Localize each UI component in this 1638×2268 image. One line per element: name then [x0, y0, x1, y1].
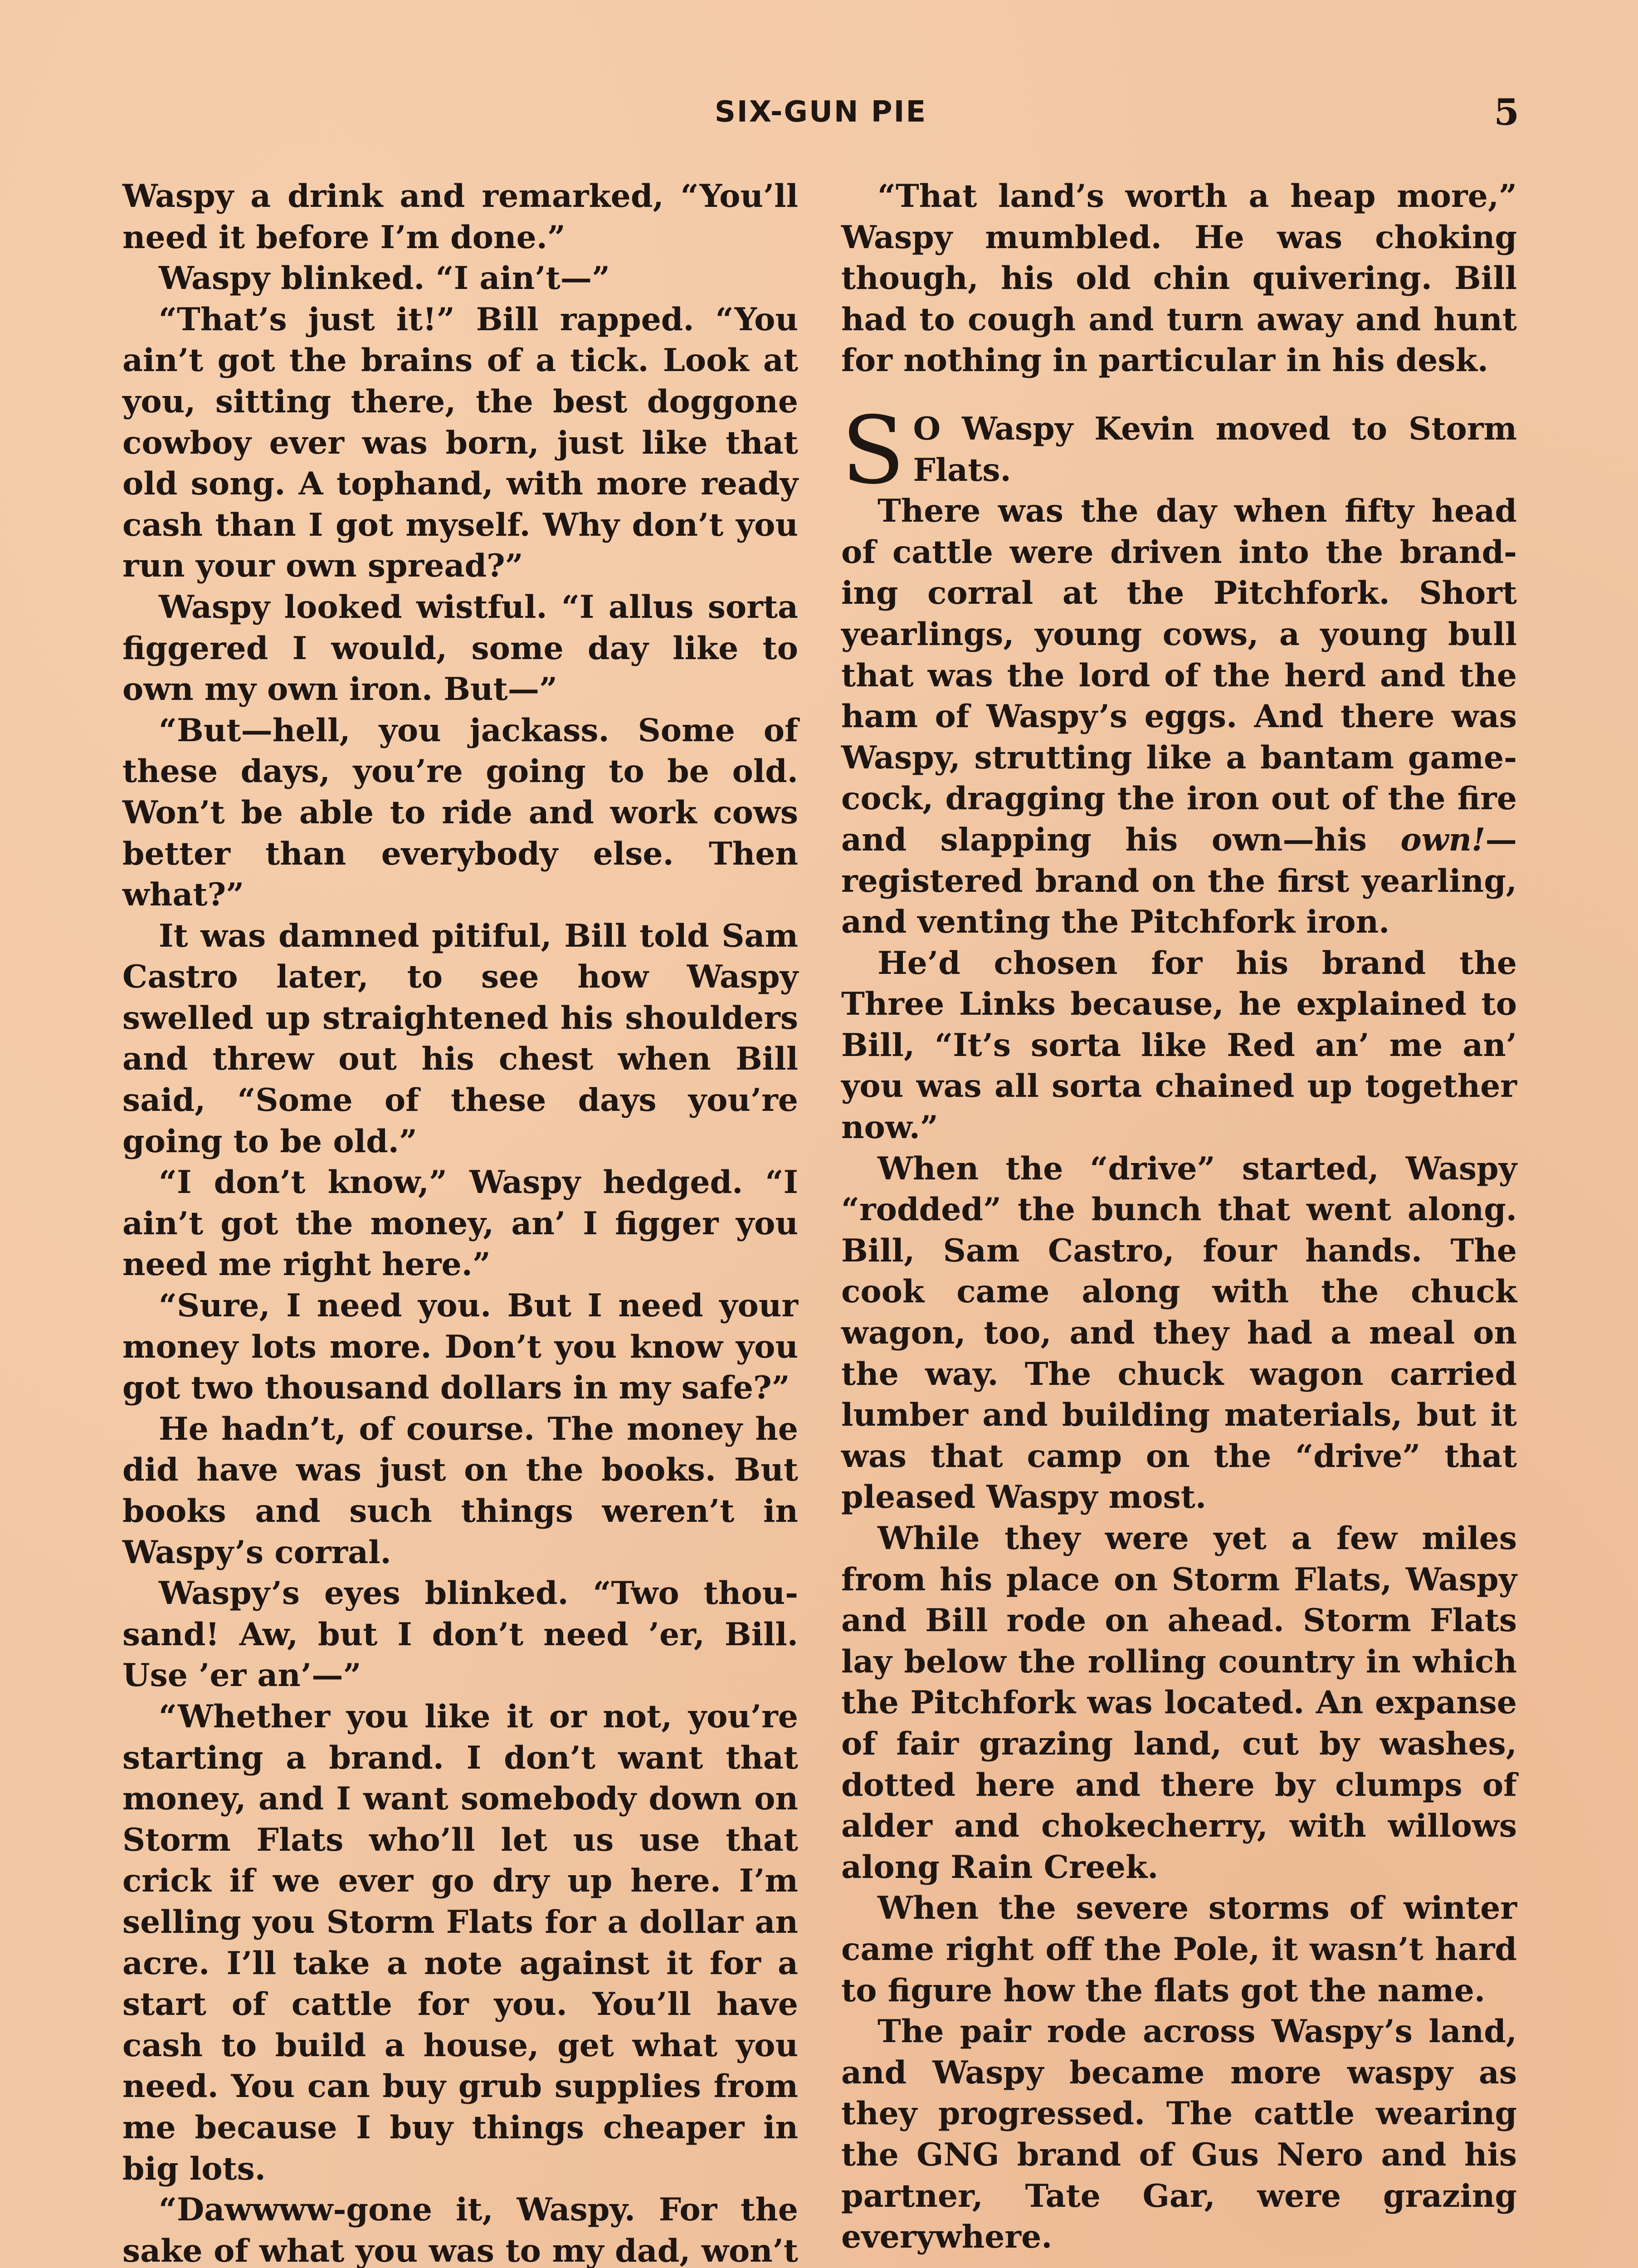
left-text-column — [122, 176, 798, 2268]
paragraph: “That land’s worth a heap more,” Waspy mumbled. He was choking though, his old chin quivering. Bill had to cough and turn away and hunt for nothing in particular in his desk. — [841, 178, 1517, 379]
paragraph: “I don’t know,” Waspy hedged. “I ain’t got the money, an’ I figger you need me right here.” — [122, 1164, 798, 1283]
paragraph: He hadn’t, of course. The money he did have was just on the books. But books and such things weren’t in Waspy’s corral. — [122, 1410, 798, 1571]
paragraph — [841, 491, 1517, 943]
page-header — [122, 91, 1519, 141]
paragraph-text: There was the day when fifty head of cattle were driven into the branding corral at the Pitchfork. Short yearlings, young cows, a young bull that was the lord of the herd and the ham of Waspy’s eggs. And there was Waspy, strutting like a bantam gamecock, dragging the iron out of the fire and slapping his own—his — [841, 493, 1517, 858]
paragraph: It was damned pitiful, Bill told Sam Castro later, to see how Waspy swelled up straightened his shoulders and threw out his chest when Bill said, “Some of these days you’re going to be old.” — [122, 917, 798, 1160]
right-text-column — [841, 176, 1517, 2258]
paragraph: “Whether you like it or not, you’re starting a brand. I don’t want that money, and I want somebody down on Storm Flats who’ll let us use that crick if we ever go dry up here. I’m selling you Storm Flats for a dollar an acre. I’ll take a note against it for a start of cattle for you. You’ll have cash to build a house, get what you need. You can buy grub supplies from me because I buy things cheaper in big lots. — [122, 1698, 798, 2187]
section-opening-paragraph — [841, 396, 1517, 505]
paragraph: Waspy a drink and remarked, “You’ll need it before I’m done.” — [122, 178, 798, 256]
paragraph: Waspy blinked. “I ain’t—” — [159, 260, 610, 297]
section-opening-text: O Waspy Kevin moved to Storm Flats. — [913, 410, 1517, 489]
paragraph: While they were yet a few miles from his place on Storm Flats, Waspy and Bill rode on ahead. Storm Flats lay below the rolling country in which the Pitchfork was located. An expanse of fair grazing land, cut by washes, dotted here and there by clumps of alder and chokecherry, with willows along Rain Creek. — [841, 1520, 1517, 1886]
paragraph: “Dawwww-gone it, Waspy. For the sake of what you was to my dad, won’t — [122, 2191, 798, 2268]
paragraph: When the “drive” started, Waspy “rodded” the bunch that went along. Bill, Sam Castro, four hands. The cook came along with the chuck wagon, too, and they had a meal on the way. The chuck wagon carried lumber and building materials, but it was that camp on the “drive” that pleased Waspy most. — [841, 1150, 1517, 1516]
paragraph-text: — registered brand on the first yearling, and venting the Pitchfork iron. — [841, 821, 1517, 941]
emphasis-text: own! — [1400, 821, 1486, 858]
drop-cap: S — [841, 396, 905, 505]
running-title: SIX-GUN PIE — [714, 95, 927, 129]
paragraph: The pair rode across Waspy’s land, and Waspy became more waspy as they progressed. The cattle wearing the GNG brand of Gus Nero and his partner, Tate Gar, were grazing everywhere. — [841, 2013, 1517, 2256]
paragraph: Waspy’s eyes blinked. “Two thousand! Aw, but I don’t need ’er, Bill. Use ’er an’—” — [122, 1575, 798, 1694]
paragraph: “Sure, I need you. But I need your money lots more. Don’t you know you got two thousand dollars in my safe?” — [122, 1287, 798, 1407]
paragraph: He’d chosen for his brand the Three Links because, he explained to Bill, “It’s sorta like Red an’ me an’ you was all sorta chained up together now.” — [841, 944, 1517, 1146]
page-number: 5 — [1494, 91, 1519, 133]
paragraph: “But—hell, you jackass. Some of these days, you’re going to be old. Won’t be able to ride and work cows better than everybody else. Then what?” — [122, 712, 798, 914]
paragraph: “That’s just it!” Bill rapped. “You ain’t got the brains of a tick. Look at you, sitting there, the best doggone cowboy ever was born, just like that old song. A tophand, with more ready cash than I got myself. Why don’t you run your own spread?” — [122, 301, 798, 585]
paragraph: When the severe storms of winter came right off the Pole, it wasn’t hard to figure how the flats got the name. — [841, 1890, 1517, 2009]
paragraph: Waspy looked wistful. “I allus sorta figgered I would, some day like to own my own iron. But—” — [122, 588, 798, 708]
